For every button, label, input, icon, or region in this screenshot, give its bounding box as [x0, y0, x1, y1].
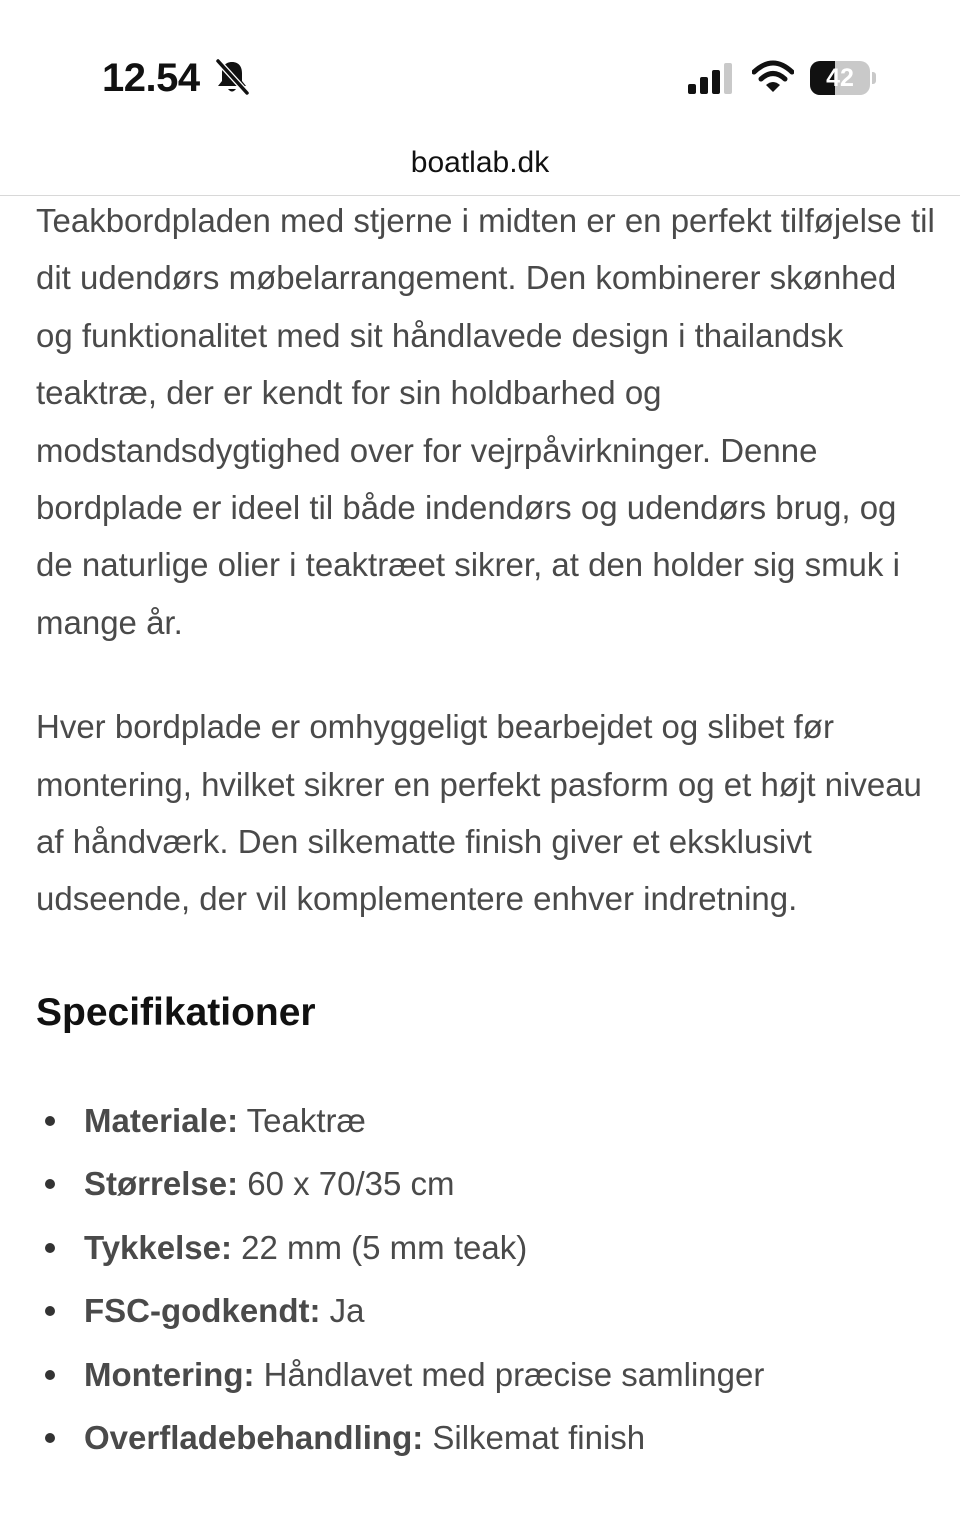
description-paragraph: Hver bordplade er omhyggeligt bearbejdet og slibet før montering, hvilket sikrer en perfekt pasform og et højt niveau af håndværk. Den silkematte finish giver et eksklusivt udseende, der vil komplementere enhver indretning. — [36, 708, 922, 918]
spec-value: 60 x 70/35 cm — [238, 1165, 455, 1203]
spec-key: Montering: — [84, 1355, 255, 1393]
status-bar — [0, 0, 960, 130]
spec-value: Ja — [320, 1292, 365, 1330]
spec-value: Silkemat finish — [423, 1418, 646, 1456]
spec-key: Tykkelse: — [84, 1228, 232, 1266]
battery-level: 42 — [826, 64, 854, 92]
battery-icon — [810, 61, 876, 95]
url-text[interactable]: boatlab.dk — [410, 146, 550, 179]
cellular-signal-icon — [688, 62, 736, 94]
spec-key: Størrelse: — [84, 1165, 239, 1203]
spec-value: 22 mm (5 mm teak) — [231, 1228, 528, 1266]
spec-key: Materiale: — [84, 1101, 239, 1139]
description-paragraph: Teakbordpladen med stjerne i midten er en perfekt tilføjelse til dit udendørs møbelarrangement. Den kombinerer skønhed og funktionalitet med sit håndlavede design i thailandsk teaktræ, der er kendt for sin holdbarhed og modstandsdygtighed over for vejrpåvirkninger. Denne bordplade er ideel til både indendørs og udendørs brug, og de naturlige olier i teaktræet sikrer, at den holder sig smuk i mange år. — [36, 202, 935, 641]
product-description — [36, 196, 936, 1469]
spec-heading: Specifikationer — [36, 990, 316, 1034]
spec-item-overfladebehandling — [36, 1406, 936, 1469]
status-time: 12.54 — [102, 56, 200, 100]
spec-value: Teaktræ — [238, 1101, 366, 1139]
bullet — [45, 1243, 55, 1253]
address-bar[interactable] — [0, 130, 960, 196]
spec-list — [36, 1089, 936, 1469]
bell-slash-icon — [214, 58, 250, 96]
bullet — [45, 1179, 55, 1189]
bullet — [45, 1433, 55, 1443]
spec-item-tykkelse — [36, 1216, 936, 1279]
bullet — [45, 1306, 55, 1316]
spec-item-montering — [36, 1343, 936, 1406]
wifi-icon — [752, 60, 794, 94]
spec-key: Overfladebehandling: — [84, 1418, 424, 1456]
bullet — [45, 1370, 55, 1380]
bullet — [45, 1116, 55, 1126]
spec-value: Håndlavet med præcise samlinger — [254, 1355, 765, 1393]
spec-item-materiale — [36, 1089, 936, 1152]
spec-item-fsc — [36, 1279, 936, 1342]
spec-key: FSC-godkendt: — [84, 1292, 321, 1330]
spec-item-stoerrelse — [36, 1152, 936, 1215]
